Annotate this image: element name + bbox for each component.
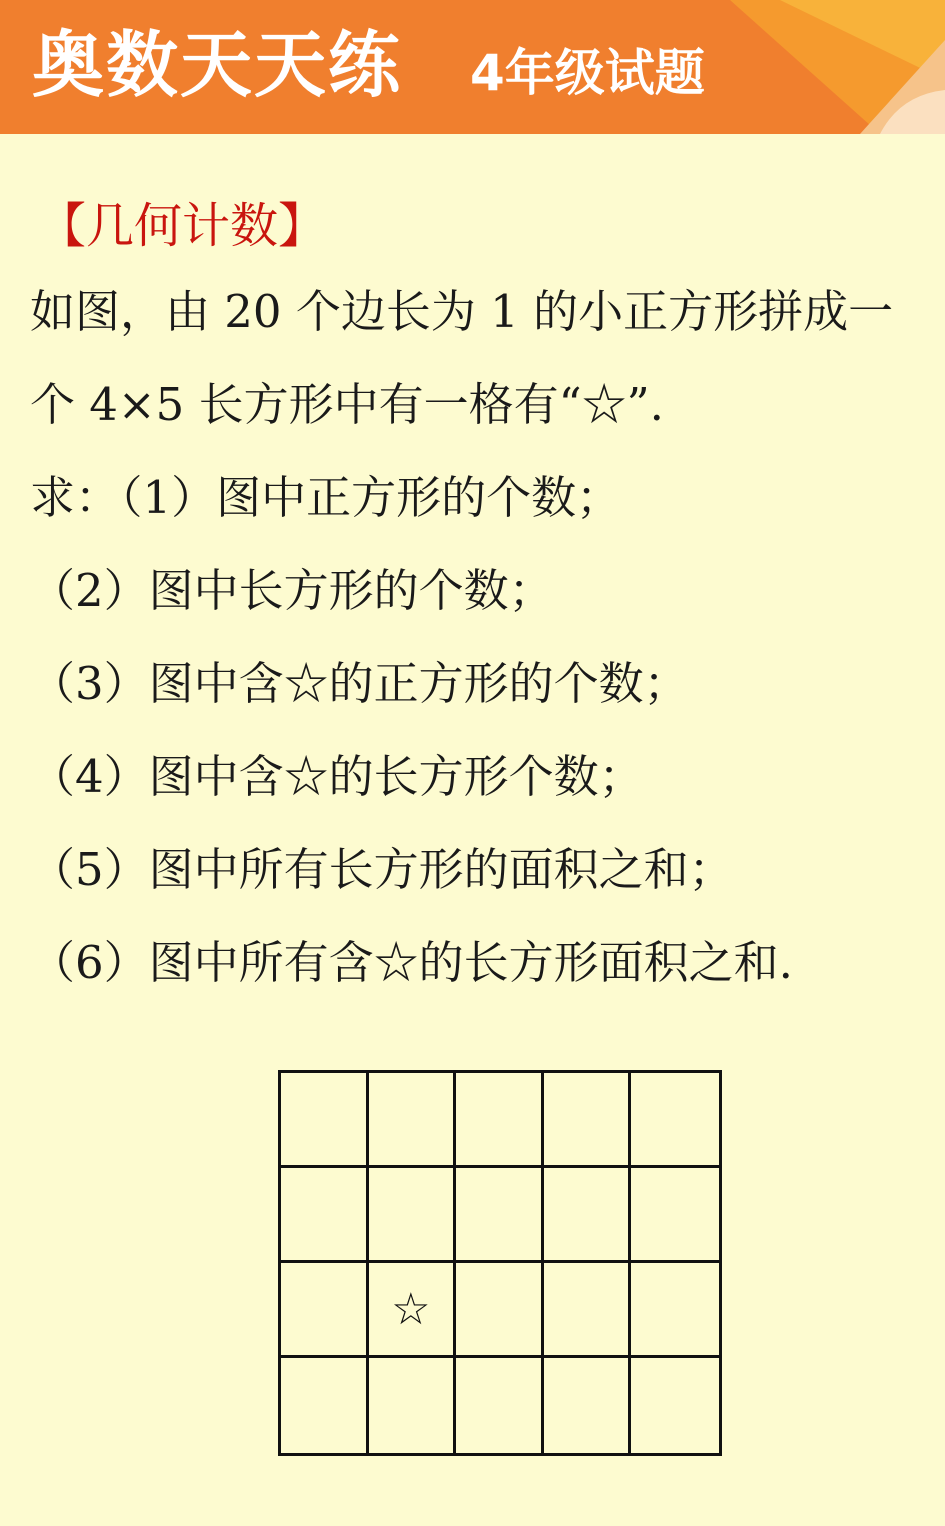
grid-cell (631, 1358, 719, 1453)
grid-cell (369, 1168, 457, 1263)
grid-cell (369, 1263, 457, 1358)
grid-cell (631, 1263, 719, 1358)
grid-cell (456, 1358, 544, 1453)
grid-cell (631, 1073, 719, 1168)
grid-cell (456, 1073, 544, 1168)
problem-line: （4）图中含☆的长方形个数； (30, 750, 644, 803)
grid-cell (281, 1263, 369, 1358)
banner-subtitle: 4年级试题 (470, 44, 705, 102)
grid-cell (281, 1358, 369, 1453)
grid-cell (369, 1073, 457, 1168)
grid-cell (369, 1358, 457, 1453)
grid-cell (544, 1168, 632, 1263)
problem-line: （5）图中所有长方形的面积之和； (30, 843, 734, 896)
grid-cell (544, 1358, 632, 1453)
grid-cell (631, 1168, 719, 1263)
header-banner (0, 0, 945, 134)
problem-line: 个 4×5 长方形中有一格有“☆”. (30, 378, 664, 431)
grid-figure (278, 1070, 722, 1456)
grid-cell (544, 1263, 632, 1358)
grid-cell (281, 1073, 369, 1168)
grid-cell (544, 1073, 632, 1168)
problem-line: （6）图中所有含☆的长方形面积之和. (30, 936, 793, 989)
grid-cell (456, 1263, 544, 1358)
grid-cell (456, 1168, 544, 1263)
section-heading: 【几何计数】 (38, 198, 327, 254)
grid-cell (281, 1168, 369, 1263)
star-icon: ☆ (391, 1283, 431, 1335)
problem-line: （3）图中含☆的正方形的个数； (30, 657, 689, 710)
problem-line: 如图，由 20 个边长为 1 的小正方形拼成一 (30, 285, 894, 338)
banner-title: 奥数天天练 (32, 23, 403, 107)
problem-line: 求：（1）图中正方形的个数； (30, 471, 622, 524)
problem-line: （2）图中长方形的个数； (30, 564, 554, 617)
square-grid (278, 1070, 722, 1456)
